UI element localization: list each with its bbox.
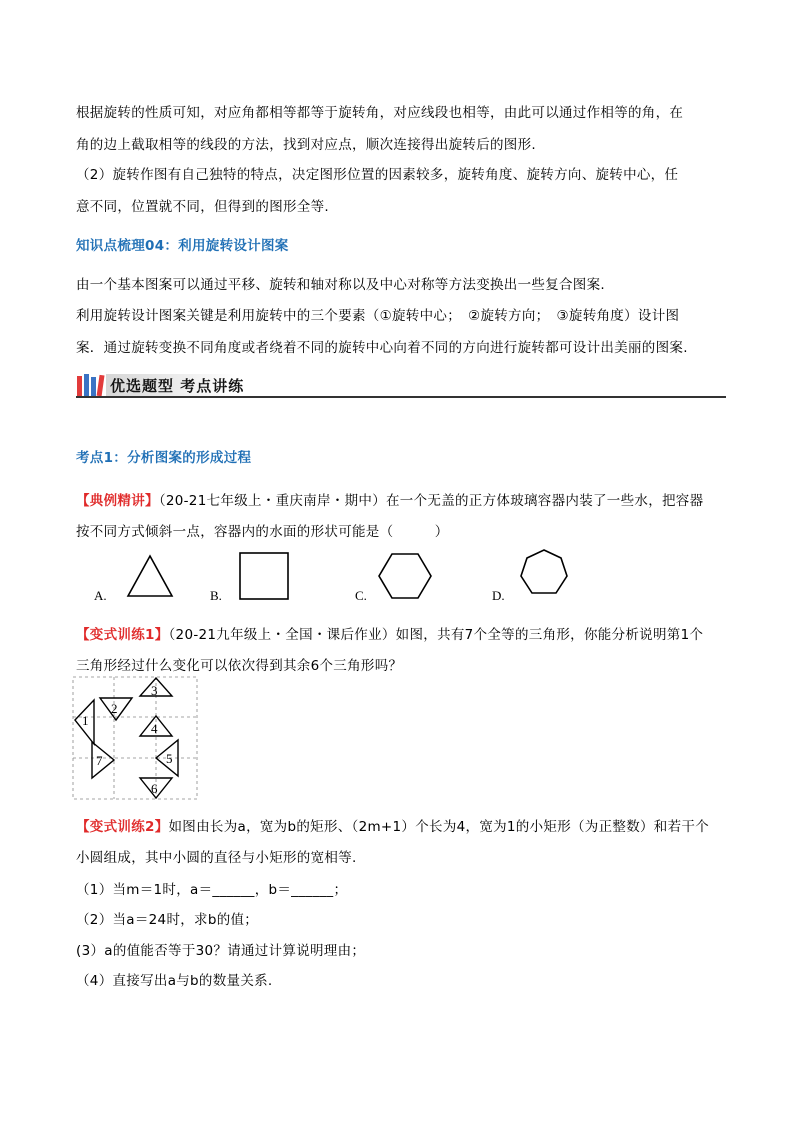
train-2-question-1: （1）当m＝1时，a＝______，b＝______；: [76, 882, 348, 898]
example-text-1: （20-21七年级上・重庆南岸・期中）在一个无盖的正方体玻璃容器内装了一些水，把容器: [158, 493, 704, 509]
option-c-label: C.: [355, 588, 367, 603]
option-d-heptagon: [516, 546, 572, 604]
train-2-line-1: [76, 815, 709, 835]
train-1-text-1: （20-21九年级上・全国・课后作业）如图，共有7个全等的三角形，你能分析说明第1个: [168, 627, 704, 643]
train-2-question-4: （4）直接写出a与b的数量关系.: [76, 973, 273, 989]
banner-title: 优选题型 考点讲练: [110, 377, 245, 395]
option-a-triangle: [124, 552, 176, 600]
section-04-heading: 知识点梳理04：利用旋转设计图案: [76, 238, 289, 254]
option-d-label: D.: [492, 588, 505, 603]
section-04-line-3: 案．通过旋转变换不同角度或者绕着不同的旋转中心向着不同的方向进行旋转都可设计出美丽的图案.: [76, 340, 688, 356]
section-04-line-1: 由一个基本图案可以通过平移、旋转和轴对称以及中心对称等方法变换出一些复合图案.: [76, 277, 605, 293]
section-banner: [76, 372, 726, 400]
triangles-grid-figure: [72, 676, 200, 802]
example-line-2: 按不同方式倾斜一点，容器内的水面的形状可能是（ ）: [76, 524, 449, 540]
grid-lines: [73, 677, 197, 799]
intro-line-1: 根据旋转的性质可知，对应角都相等都等于旋转角，对应线段也相等，由此可以通过作相等的角，在: [76, 105, 684, 121]
kaodian-1-heading: 考点1：分析图案的形成过程: [76, 450, 252, 466]
intro-line-2: 角的边上截取相等的线段的方法，找到对应点，顺次连接得出旋转后的图形.: [76, 137, 536, 153]
train-2-text-1: 如图由长为a，宽为b的矩形、（2m+1）个长为4，宽为1的小矩形（为正整数）和若干个: [168, 819, 710, 835]
train-1-tag: 【变式训练1】: [76, 627, 169, 643]
triangle-label-6: 6: [151, 781, 158, 796]
option-a-label: A.: [94, 588, 107, 603]
train-1-line-2: 三角形经过什么变化可以依次得到其余6个三角形吗？: [76, 658, 403, 674]
train-2-question-2: （2）当a＝24时，求b的值；: [76, 912, 259, 928]
triangle-label-5: 5: [166, 751, 173, 766]
train-2-tag: 【变式训练2】: [76, 819, 169, 835]
intro-line-4: 意不同，位置就不同，但得到的图形全等.: [76, 199, 329, 215]
triangle-label-4: 4: [151, 721, 158, 736]
triangle-label-1: 1: [82, 713, 89, 728]
option-c-hexagon: [376, 550, 434, 602]
option-b-square: [236, 550, 292, 602]
triangle-label-3: 3: [151, 683, 158, 698]
section-04-line-2: 利用旋转设计图案关键是利用旋转中的三个要素（①旋转中心； ②旋转方向； ③旋转角度）设计图: [76, 308, 680, 324]
triangle-label-7: 7: [96, 753, 103, 768]
train-2-question-3: (3）a的值能否等于30？请通过计算说明理由；: [76, 943, 366, 959]
triangle-label-2: 2: [111, 701, 118, 716]
train-2-line-2: 小圆组成，其中小圆的直径与小矩形的宽相等.: [76, 850, 357, 866]
example-line-1: [76, 489, 703, 509]
train-1-line-1: [76, 623, 703, 643]
example-tag: 【典例精讲】: [76, 493, 159, 509]
books-icon: [76, 372, 106, 398]
option-b-label: B.: [210, 588, 222, 603]
banner-underline: [76, 396, 726, 398]
intro-line-3: （2）旋转作图有自己独特的特点，决定图形位置的因素较多，旋转角度、旋转方向、旋转中心，任: [76, 167, 679, 183]
